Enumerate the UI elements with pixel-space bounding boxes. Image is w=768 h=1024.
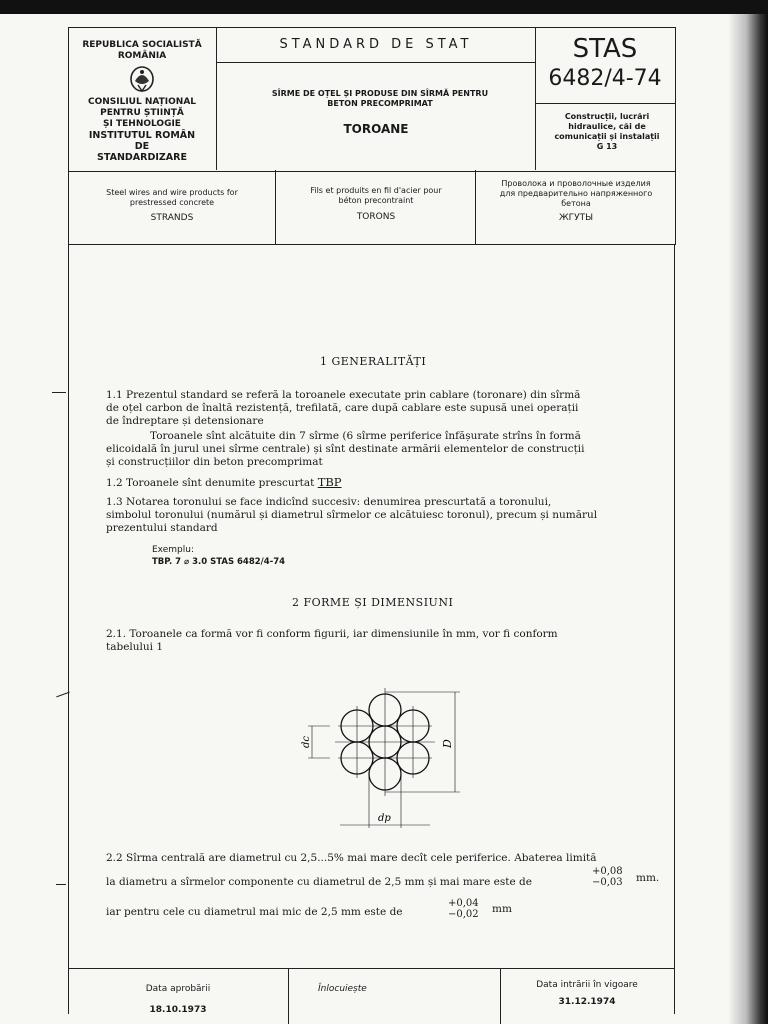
council-name: CONSILIUL NAȚIONAL PENTRU ȘTIINȚĂ ȘI TEHNOLOGIE bbox=[87, 97, 197, 129]
abbr-tbp: TBP bbox=[317, 475, 342, 489]
footer-top-border bbox=[68, 968, 675, 969]
example-notation: TBP. 7 ⌀ 3.0 STAS 6482/4-74 bbox=[152, 557, 286, 567]
section-1-heading: 1 GENERALITĂȚI bbox=[320, 355, 427, 368]
strand-cross-section-figure bbox=[290, 672, 490, 840]
label-d-total: D bbox=[441, 739, 454, 748]
unit-2: mm bbox=[492, 903, 512, 915]
paragraph-1-2: 1.2 Toroanele sînt denumite prescurtat TBP bbox=[106, 475, 342, 489]
paragraph-2-1: 2.1. Toroanele ca formă vor fi conform figurii, iar dimensiunile în mm, vor fi conform tabelului 1 bbox=[106, 628, 558, 653]
paragraph-2-2-line2: la diametru a sîrmelor componente cu diametrul de 2,5 mm și mai mare este de bbox=[106, 876, 532, 888]
example-label: Exemplu: bbox=[152, 545, 194, 555]
paragraph-2-2-line1: 2.2 Sîrma centrală are diametrul cu 2,5...5% mai mare decît cele periferice. Abaterea limită bbox=[106, 852, 597, 864]
approval-date: 18.10.1973 bbox=[149, 1005, 207, 1015]
paragraph-2-2-line3: iar pentru cele cu diametrul mai mic de 2,5 mm este de bbox=[106, 906, 403, 918]
coat-of-arms-emblem bbox=[129, 65, 155, 93]
scan-right-shadow bbox=[728, 14, 768, 1024]
effective-label: Data intrării în vigoare bbox=[536, 980, 638, 990]
effective-date: 31.12.1974 bbox=[558, 997, 616, 1007]
replaces-label: Înlocuiește bbox=[318, 984, 367, 994]
translation-french: Fils et produits en fil d'acier pour béton precontraint TORONS bbox=[310, 186, 442, 222]
category: Construcții, lucrări hidraulice, căi de comunicații și instalații G 13 bbox=[554, 112, 660, 151]
strand-diagram bbox=[290, 672, 490, 840]
header-divider-mid bbox=[216, 62, 536, 63]
tolerance-1: +0,08 −0,03 bbox=[592, 866, 623, 888]
document-title: TOROANE bbox=[343, 122, 409, 136]
paragraph-1-3: 1.3 Notarea toronului se face indicînd succesiv: denumirea prescurtată a toronului, simbolul toronului (numărul și diametrul sîrmelor ce alcătuiesc toronul), precum și numărul prezentului standard bbox=[106, 496, 598, 534]
tolerance-2: +0,04 −0,02 bbox=[448, 898, 479, 920]
footer-divider-2 bbox=[500, 968, 501, 1024]
stas-number: 6482/4-74 bbox=[548, 66, 662, 91]
translation-english: Steel wires and wire products for prestressed concrete STRANDS bbox=[106, 188, 238, 223]
standard-type: STANDARD DE STAT bbox=[279, 37, 473, 52]
page-frame-right bbox=[674, 244, 675, 1014]
paragraph-1-1b: Toroanele sînt alcătuite din 7 sîrme (6 sîrme periferice înfășurate strîns în formă elicoidală în jurul unei sîrme centrale) și sînt destinate armării elementelor de construcții și construcțiilor din beton precomprimat bbox=[106, 430, 585, 468]
org-name: REPUBLICA SOCIALISTĂ ROMÂNIA bbox=[82, 40, 202, 61]
approval-label: Data aprobării bbox=[145, 984, 211, 994]
label-dp: dp bbox=[378, 813, 391, 824]
scan-top-edge bbox=[0, 0, 768, 14]
margin-mark bbox=[52, 392, 66, 393]
translation-russian: Проволока и проволочные изделия для предварительно напряженного бетона ЖГУТЫ bbox=[499, 179, 653, 223]
translations-divider-2 bbox=[475, 170, 476, 245]
margin-mark bbox=[56, 884, 66, 885]
footer-divider-1 bbox=[288, 968, 289, 1024]
header-divider-code bbox=[535, 103, 675, 104]
stas-label: STAS bbox=[572, 34, 638, 64]
translations-divider-1 bbox=[275, 170, 276, 245]
section-2-heading: 2 FORME ȘI DIMENSIUNI bbox=[292, 596, 454, 609]
label-dc: dc bbox=[301, 735, 312, 748]
paragraph-1-1: 1.1 Prezentul standard se referă la toroanele executate prin cablare (toronare) din sîrmă de oțel carbon de înaltă rezistență, trefilată, care după cablare este supusă unei operații de îndreptare și detensionare bbox=[106, 389, 581, 427]
unit-1: mm. bbox=[636, 872, 660, 884]
subject: SÎRME DE OȚEL ȘI PRODUSE DIN SÎRMĂ PENTRU BETON PRECOMPRIMAT bbox=[271, 89, 489, 108]
page-frame-left bbox=[68, 244, 69, 1014]
institute-name: INSTITUTUL ROMÂN DE STANDARDIZARE bbox=[88, 130, 196, 163]
